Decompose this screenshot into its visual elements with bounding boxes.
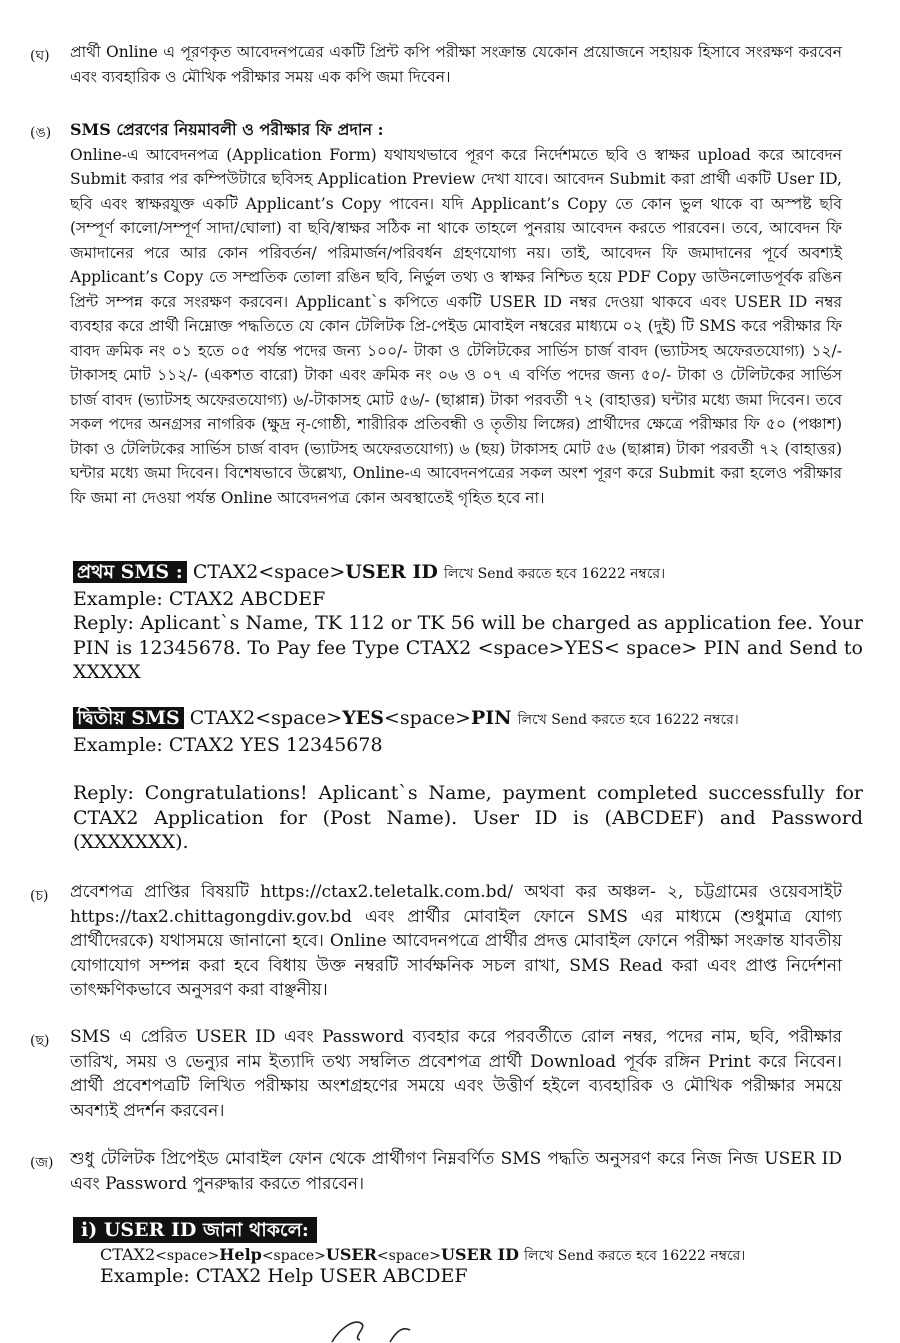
user-id-known-example: Example: CTAX2 Help USER ABCDEF (100, 1265, 468, 1287)
section-heading: SMS প্রেরণের নিয়মাবলী ও পরীক্ষার ফি প্রদান : (70, 120, 384, 139)
section-ja (30, 1147, 842, 1196)
cmd-part: USER ID (441, 1245, 519, 1264)
section-text: প্রার্থী Online এ পূরণকৃত আবেদনপত্রের একটি প্রিন্ট কপি পরীক্ষা সংক্রান্ত যেকোন প্রয়োজনে সহায়ক হিসাবে সংরক্ষণ করবেন এবং ব্যবহারিক ও মৌখিক পরীক্ষার সময় এক কপি জমা দিবেন। (70, 43, 842, 86)
second-sms-note: লিখে Send করতে হবে 16222 নম্বরে। (517, 712, 739, 728)
first-sms-cmd-prefix: CTAX2<space> (192, 561, 346, 583)
section-text: Online-এ আবেদনপত্র (Application Form) যথাযথভাবে পূরণ করে নির্দেশমতে ছবি ও স্বাক্ষর upload করে আবেদন Submit করার পর কম্পিউটারে ছবিসহ Application Preview দেখা যাবে। আবেদন Submit করা প্রার্থী একটি User ID, ছবি এবং স্বাক্ষরযুক্ত একটি Applicant’s Copy পাবেন। যদি Applicant’s Copy তে কোন ভুল থাকে বা অস্পষ্ট ছবি (সম্পূর্ণ কালো/সম্পূর্ণ সাদা/ঘোলা) বা ছবি/স্বাক্ষর সঠিক না থাকে তাহলে পুনরায় আবেদন করতে পারবেন। তবে, আবেদন ফি জমাদানের পরে আর কোন পরিবর্তন/ পরিমার্জন/পরিবর্ধন গ্রহণযোগ্য নয়। তাই, আবেদন ফি জমাদানের পূর্বে অবশ্যই Applicant’s Copy তে সম্প্রতিক তোলা রঙিন ছবি, নির্ভুল তথ্য ও স্বাক্ষর নিশ্চিত হয়ে PDF Copy ডাউনলোডপূর্বক রঙিন প্রিন্ট সম্পন্ন করে সংরক্ষণ করবেন। Applicant`s কপিতে একটি USER ID নম্বর দেওয়া থাকবে এবং USER ID নম্বর ব্যবহার করে প্রার্থী নিম্নোক্ত পদ্ধতিতে যে কোন টেলিটক প্রি-পেইড মোবাইল নম্বরের মাধ্যমে ০২ (দুই) টি SMS করে পরীক্ষার ফি বাবদ ক্রমিক নং ০১ হতে ০৫ পর্যন্ত পদের জন্য ১০০/- টাকা ও টেলিটকের সার্ভিস চার্জ বাবদ (ভ্যাটসহ অফেরতযোগ্য) ১২/- টাকাসহ মোট ১১২/- (একশত বারো) টাকা এবং ক্রমিক নং ০৬ ও ০৭ এ বর্ণিত পদের জন্য ৫০/- টাকা ও টেলিটকের সার্ভিস চার্জ বাবদ (ভ্যাটসহ অফেরতযোগ্য) ৬/-টাকাসহ মোট ৫৬/- (ছাপ্পান্ন) টাকা পরবর্তী ৭২ (বাহাত্তর) ঘন্টার মধ্যে জমা দিবেন। তবে সকল পদের অনগ্রসর নাগরিক (ক্ষুদ্র নৃ-গোষ্ঠী, শারীরিক প্রতিবন্ধী ও তৃতীয় লিঙ্গের) প্রার্থীদের ক্ষেত্রে পরীক্ষার ফি ৫০ (পঞ্চাশ) টাকা ও টেলিটকের সার্ভিস চার্জ বাবদ (ভ্যাটসহ অফেরতযোগ্য) ৬ (ছয়) টাকাসহ মোট ৫৬ (ছাপ্পান্ন) টাকা পরবর্তী ৭২ (বাহাত্তর) ঘন্টার মধ্যে জমা দিবেন। বিশেষভাবে উল্লেখ্য, Online-এ আবেদনপত্রের সকল অংশ পূরণ করে Submit করা হলেও পরীক্ষার ফি জমা না দেওয়া পর্যন্ত Online আবেদনপত্র কোন অবস্থাতেই গৃহিত হবে না। (70, 145, 842, 507)
second-sms-reply: Reply: Congratulations! Aplicant`s Name, payment completed successfully for CTAX2 Application for (Post Name). User ID is (ABCDEF) and Password (XXXXXXX). (73, 782, 863, 853)
cmd-part: Help (219, 1245, 262, 1264)
first-sms-tag: প্রথম SMS : (73, 561, 187, 583)
section-marker: (ঙ) (30, 125, 52, 141)
section-marker: (ছ) (30, 1033, 50, 1049)
section-chha (30, 1025, 842, 1123)
section-text: প্রবেশপত্র প্রাপ্তির বিষয়টি https://ctax2.teletalk.com.bd/ অথবা কর অঞ্চল- ২, চট্টগ্রামের ওয়েবসাইট https://tax2.chittagongdiv.gov.bd এবং প্রার্থীর মোবাইল ফোনে SMS এর মাধ্যমে (শুধুমাত্র যোগ্য প্রার্থীদেরকে) যথাসময়ে জানানো হবে। Online আবেদনপত্রে প্রার্থীর প্রদত্ত মোবাইল ফোনে পরীক্ষা সংক্রান্ত যাবতীয় যোগাযোগ সম্পন্ন করা হবে বিধায় উক্ত নম্বরটি সার্বক্ষনিক সচল রাখা, SMS Read করা এবং প্রাপ্ত নির্দেশনা তাৎক্ষণিকভাবে অনুসরণ করা বাঞ্ছনীয়। (70, 882, 842, 1000)
user-id-known-label: i) USER ID জানা থাকলে: (73, 1217, 317, 1243)
section-cha (30, 880, 842, 1003)
first-sms-example: Example: CTAX2 ABCDEF (73, 587, 326, 610)
first-sms-note: লিখে Send করতে হবে 16222 নম্বরে। (443, 566, 666, 582)
section-marker: (চ) (30, 888, 49, 904)
section-text: শুধু টেলিটক প্রিপেইড মোবাইল ফোন থেকে প্রার্থীগণ নিম্নবর্ণিত SMS পদ্ধতি অনুসরণ করে নিজ নিজ USER ID এবং Password পুনরুদ্ধার করতে পারবেন। (70, 1149, 842, 1194)
first-sms-block (73, 560, 863, 685)
section-marker: (জ) (30, 1155, 54, 1171)
signature-mark (330, 1318, 450, 1343)
section-umo (30, 118, 842, 510)
section-text: SMS এ প্রেরিত USER ID এবং Password ব্যবহার করে পরবর্তীতে রোল নম্বর, পদের নাম, ছবি, পরীক্ষার তারিখ, সময় ও ভেন্যুর নাম ইত্যাদি তথ্য সম্বলিত প্রবেশপত্র প্রার্থী Download পূর্বক রঙ্গিন Print করে নিবেন। প্রার্থী প্রবেশপত্রটি লিখিত পরীক্ষায় অংশগ্রহণের সময়ে এবং উত্তীর্ণ হইলে ব্যবহারিক ও মৌখিক পরীক্ষার সময়ে অবশ্যই প্রদর্শন করবেন। (70, 1027, 842, 1121)
first-sms-cmd-bold: USER ID (345, 561, 438, 583)
second-sms-tag: দ্বিতীয় SMS (73, 707, 184, 729)
user-id-known-note: লিখে Send করতে হবে 16222 নম্বরে। (524, 1248, 746, 1264)
second-sms-block (73, 706, 863, 855)
cmd-part: <space> (155, 1248, 220, 1264)
cmd-part: CTAX2 (100, 1245, 156, 1264)
second-sms-cmd-bold1: YES (342, 707, 385, 729)
cmd-part: <space> (376, 1248, 442, 1264)
section-gha (30, 40, 842, 89)
second-sms-cmd-mid: <space> (384, 707, 471, 729)
second-sms-cmd-prefix: CTAX2<space> (189, 707, 343, 729)
cmd-part: <space> (261, 1248, 326, 1264)
first-sms-reply: Reply: Aplicant`s Name, TK 112 or TK 56 will be charged as application fee. Your PIN is 12345678. To Pay fee Type CTAX2 <space>YES< space> PIN and Send to XXXXX (73, 612, 863, 683)
cmd-part: USER (325, 1245, 377, 1264)
second-sms-cmd-bold2: PIN (470, 707, 512, 729)
section-marker: (ঘ) (30, 48, 50, 64)
second-sms-example: Example: CTAX2 YES 12345678 (73, 733, 383, 756)
